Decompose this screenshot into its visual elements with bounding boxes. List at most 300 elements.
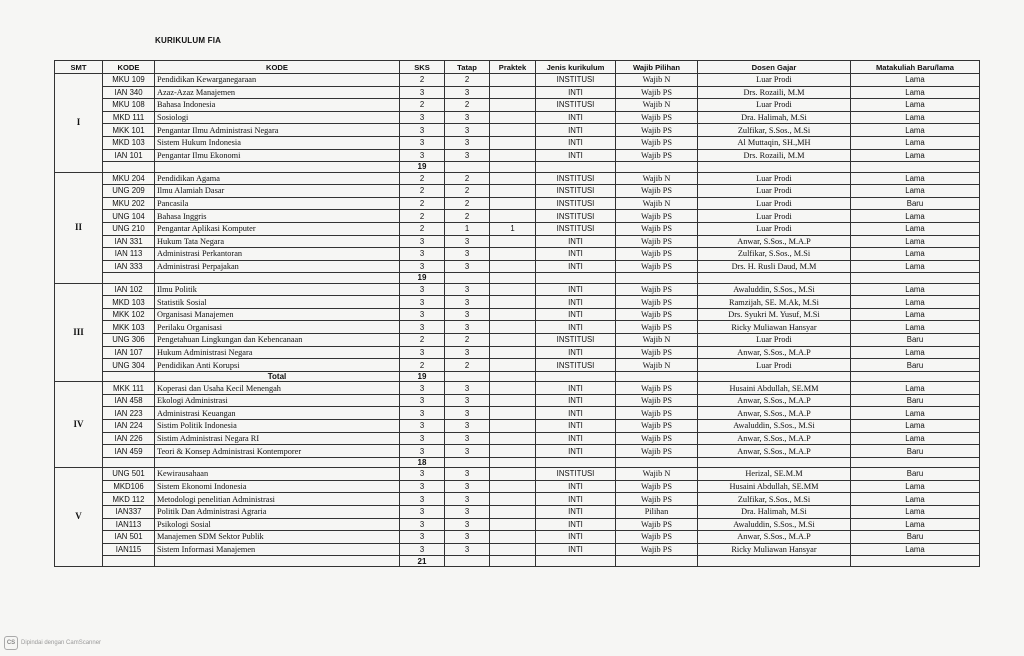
course-praktek	[490, 172, 536, 185]
course-name: Psikologi Sosial	[155, 518, 400, 531]
total-empty-cell	[445, 457, 490, 467]
course-status: Lama	[851, 86, 980, 99]
course-praktek	[490, 111, 536, 124]
course-wajib: Wajib PS	[616, 346, 698, 359]
table-row	[55, 74, 980, 87]
course-status: Lama	[851, 432, 980, 445]
semester-total-row	[55, 457, 980, 467]
course-status: Lama	[851, 210, 980, 223]
course-dosen: Dra. Halimah, M.Si	[698, 111, 851, 124]
semester-total-row	[55, 556, 980, 566]
course-sks: 3	[400, 86, 445, 99]
course-jenis: INSTITUSI	[536, 210, 616, 223]
course-status: Lama	[851, 111, 980, 124]
total-label	[155, 556, 400, 566]
header-dosen: Dosen Gajar	[698, 61, 851, 74]
course-tatap: 3	[445, 382, 490, 395]
course-sks: 3	[400, 468, 445, 481]
camscanner-logo-icon: CS	[4, 636, 18, 650]
course-jenis: INTI	[536, 531, 616, 544]
course-sks: 3	[400, 432, 445, 445]
table-row	[55, 382, 980, 395]
course-dosen: Anwar, S.Sos., M.A.P	[698, 394, 851, 407]
course-code: MKD 112	[103, 493, 155, 506]
course-name: Organisasi Manajemen	[155, 308, 400, 321]
course-jenis: INTI	[536, 260, 616, 273]
course-jenis: INSTITUSI	[536, 468, 616, 481]
course-tatap: 3	[445, 531, 490, 544]
total-empty-cell	[851, 457, 980, 467]
total-empty-cell	[698, 162, 851, 172]
course-sks: 3	[400, 124, 445, 137]
course-code: MKK 102	[103, 308, 155, 321]
course-jenis: INSTITUSI	[536, 172, 616, 185]
course-sks: 3	[400, 283, 445, 296]
total-empty-cell	[445, 371, 490, 381]
total-empty-cell	[536, 162, 616, 172]
semester-label: V	[55, 468, 103, 567]
course-sks: 3	[400, 136, 445, 149]
table-header-row	[55, 61, 980, 74]
course-jenis: INTI	[536, 296, 616, 309]
curriculum-table-container	[54, 60, 979, 567]
course-sks: 3	[400, 296, 445, 309]
course-tatap: 3	[445, 505, 490, 518]
total-label	[155, 162, 400, 172]
course-sks: 3	[400, 346, 445, 359]
course-name: Sistem Informasi Manajemen	[155, 543, 400, 556]
course-code: IAN 331	[103, 235, 155, 248]
course-wajib: Wajib PS	[616, 382, 698, 395]
course-status: Lama	[851, 149, 980, 162]
table-row	[55, 260, 980, 273]
total-empty-cell	[103, 162, 155, 172]
course-status: Baru	[851, 334, 980, 347]
course-jenis: INTI	[536, 394, 616, 407]
course-status: Lama	[851, 420, 980, 433]
course-wajib: Wajib PS	[616, 480, 698, 493]
course-dosen: Luar Prodi	[698, 359, 851, 372]
course-sks: 3	[400, 235, 445, 248]
course-status: Lama	[851, 407, 980, 420]
total-empty-cell	[616, 556, 698, 566]
course-jenis: INSTITUSI	[536, 334, 616, 347]
table-row	[55, 210, 980, 223]
course-praktek	[490, 308, 536, 321]
course-name: Sistem Ekonomi Indonesia	[155, 480, 400, 493]
course-wajib: Wajib PS	[616, 283, 698, 296]
semester-label: IV	[55, 382, 103, 468]
course-code: UNG 501	[103, 468, 155, 481]
course-name: Sosiologi	[155, 111, 400, 124]
course-sks: 3	[400, 445, 445, 458]
course-status: Lama	[851, 235, 980, 248]
course-tatap: 2	[445, 185, 490, 198]
course-name: Pendidikan Kewarganegaraan	[155, 74, 400, 87]
course-tatap: 3	[445, 260, 490, 273]
course-praktek	[490, 531, 536, 544]
table-row	[55, 359, 980, 372]
course-wajib: Pilihan	[616, 505, 698, 518]
course-status: Lama	[851, 124, 980, 137]
course-jenis: INTI	[536, 248, 616, 261]
course-praktek	[490, 359, 536, 372]
course-praktek	[490, 260, 536, 273]
course-wajib: Wajib PS	[616, 86, 698, 99]
course-wajib: Wajib PS	[616, 445, 698, 458]
course-code: UNG 306	[103, 334, 155, 347]
course-wajib: Wajib N	[616, 74, 698, 87]
course-jenis: INSTITUSI	[536, 222, 616, 235]
header-kode: KODE	[103, 61, 155, 74]
total-label: Total	[155, 371, 400, 381]
course-code: MKK 111	[103, 382, 155, 395]
header-baru-lama: Matakuliah Baru/lama	[851, 61, 980, 74]
course-praktek	[490, 235, 536, 248]
table-row	[55, 111, 980, 124]
course-dosen: Zulfikar, S.Sos., M.Si	[698, 124, 851, 137]
course-jenis: INSTITUSI	[536, 99, 616, 112]
course-tatap: 3	[445, 394, 490, 407]
course-name: Administrasi Keuangan	[155, 407, 400, 420]
course-status: Lama	[851, 74, 980, 87]
table-row	[55, 283, 980, 296]
course-praktek	[490, 518, 536, 531]
course-sks: 2	[400, 359, 445, 372]
table-row	[55, 136, 980, 149]
course-code: IAN337	[103, 505, 155, 518]
course-code: IAN 107	[103, 346, 155, 359]
course-sks: 3	[400, 149, 445, 162]
total-empty-cell	[698, 556, 851, 566]
course-name: Administrasi Perkantoran	[155, 248, 400, 261]
course-code: UNG 304	[103, 359, 155, 372]
course-status: Baru	[851, 394, 980, 407]
table-row	[55, 86, 980, 99]
course-name: Pancasila	[155, 197, 400, 210]
course-dosen: Zulfikar, S.Sos., M.Si	[698, 493, 851, 506]
course-status: Lama	[851, 518, 980, 531]
course-jenis: INTI	[536, 432, 616, 445]
course-name: Pengantar Ilmu Administrasi Negara	[155, 124, 400, 137]
course-sks: 2	[400, 334, 445, 347]
course-code: IAN 226	[103, 432, 155, 445]
course-name: Politik Dan Administrasi Agraria	[155, 505, 400, 518]
course-dosen: Luar Prodi	[698, 172, 851, 185]
course-sks: 3	[400, 505, 445, 518]
course-dosen: Anwar, S.Sos., M.A.P	[698, 531, 851, 544]
course-status: Lama	[851, 505, 980, 518]
course-status: Lama	[851, 382, 980, 395]
course-dosen: Anwar, S.Sos., M.A.P	[698, 407, 851, 420]
course-jenis: INTI	[536, 235, 616, 248]
course-tatap: 2	[445, 74, 490, 87]
course-sks: 2	[400, 210, 445, 223]
course-tatap: 3	[445, 432, 490, 445]
course-tatap: 3	[445, 124, 490, 137]
total-empty-cell	[490, 273, 536, 283]
course-tatap: 3	[445, 407, 490, 420]
total-empty-cell	[851, 273, 980, 283]
course-jenis: INTI	[536, 480, 616, 493]
curriculum-table	[54, 60, 980, 567]
course-wajib: Wajib PS	[616, 296, 698, 309]
course-dosen: Drs. Rozaili, M.M	[698, 149, 851, 162]
course-praktek	[490, 248, 536, 261]
total-empty-cell	[445, 273, 490, 283]
course-dosen: Luar Prodi	[698, 222, 851, 235]
course-sks: 2	[400, 197, 445, 210]
course-name: Pendidikan Anti Korupsi	[155, 359, 400, 372]
course-status: Baru	[851, 359, 980, 372]
course-praktek	[490, 493, 536, 506]
total-empty-cell	[851, 556, 980, 566]
course-code: MKU 204	[103, 172, 155, 185]
total-empty-cell	[490, 556, 536, 566]
course-wajib: Wajib PS	[616, 185, 698, 198]
course-dosen: Ricky Muliawan Hansyar	[698, 321, 851, 334]
table-row	[55, 518, 980, 531]
course-wajib: Wajib N	[616, 468, 698, 481]
course-praktek	[490, 296, 536, 309]
course-dosen: Ramzijah, SE. M.Ak, M.Si	[698, 296, 851, 309]
course-name: Hukum Administrasi Negara	[155, 346, 400, 359]
course-praktek	[490, 197, 536, 210]
course-tatap: 3	[445, 283, 490, 296]
table-row	[55, 334, 980, 347]
course-jenis: INTI	[536, 111, 616, 124]
course-name: Teori & Konsep Administrasi Kontemporer	[155, 445, 400, 458]
course-code: MKK 103	[103, 321, 155, 334]
table-row	[55, 445, 980, 458]
course-wajib: Wajib PS	[616, 420, 698, 433]
course-status: Lama	[851, 480, 980, 493]
course-code: IAN 340	[103, 86, 155, 99]
total-empty-cell	[103, 556, 155, 566]
course-name: Administrasi Perpajakan	[155, 260, 400, 273]
course-dosen: Anwar, S.Sos., M.A.P	[698, 235, 851, 248]
course-dosen: Luar Prodi	[698, 197, 851, 210]
course-status: Lama	[851, 172, 980, 185]
course-wajib: Wajib PS	[616, 531, 698, 544]
course-name: Sistem Hukum Indonesia	[155, 136, 400, 149]
course-jenis: INTI	[536, 518, 616, 531]
course-wajib: Wajib PS	[616, 222, 698, 235]
header-tatap: Tatap	[445, 61, 490, 74]
course-jenis: INTI	[536, 420, 616, 433]
table-row	[55, 394, 980, 407]
course-name: Pengantar Ilmu Ekonomi	[155, 149, 400, 162]
course-praktek	[490, 99, 536, 112]
course-wajib: Wajib PS	[616, 248, 698, 261]
table-row	[55, 468, 980, 481]
course-jenis: INTI	[536, 86, 616, 99]
course-jenis: INTI	[536, 445, 616, 458]
document-title: KURIKULUM FIA	[155, 36, 222, 45]
course-status: Baru	[851, 197, 980, 210]
course-sks: 2	[400, 185, 445, 198]
course-praktek	[490, 321, 536, 334]
table-row	[55, 531, 980, 544]
table-body	[55, 74, 980, 567]
course-wajib: Wajib PS	[616, 493, 698, 506]
course-status: Lama	[851, 185, 980, 198]
course-dosen: Zulfikar, S.Sos., M.Si	[698, 248, 851, 261]
course-wajib: Wajib PS	[616, 308, 698, 321]
course-code: IAN 224	[103, 420, 155, 433]
course-name: Bahasa Indonesia	[155, 99, 400, 112]
course-name: Ilmu Politik	[155, 283, 400, 296]
course-tatap: 3	[445, 321, 490, 334]
course-dosen: Luar Prodi	[698, 74, 851, 87]
course-tatap: 2	[445, 334, 490, 347]
course-praktek	[490, 543, 536, 556]
course-praktek	[490, 382, 536, 395]
course-code: MKD106	[103, 480, 155, 493]
header-smt: SMT	[55, 61, 103, 74]
course-dosen: Dra. Halimah, M.Si	[698, 505, 851, 518]
header-praktek: Praktek	[490, 61, 536, 74]
course-code: IAN 501	[103, 531, 155, 544]
table-row	[55, 99, 980, 112]
header-matakuliah: KODE	[155, 61, 400, 74]
table-row	[55, 124, 980, 137]
semester-label: III	[55, 283, 103, 382]
course-praktek	[490, 505, 536, 518]
course-jenis: INTI	[536, 321, 616, 334]
course-name: Sistim Administrasi Negara RI	[155, 432, 400, 445]
course-sks: 2	[400, 99, 445, 112]
course-wajib: Wajib N	[616, 99, 698, 112]
course-jenis: INSTITUSI	[536, 74, 616, 87]
course-dosen: Luar Prodi	[698, 210, 851, 223]
course-wajib: Wajib PS	[616, 394, 698, 407]
course-sks: 3	[400, 543, 445, 556]
course-jenis: INSTITUSI	[536, 359, 616, 372]
total-empty-cell	[616, 371, 698, 381]
semester-total-row	[55, 371, 980, 381]
course-dosen: Luar Prodi	[698, 334, 851, 347]
course-jenis: INTI	[536, 543, 616, 556]
total-empty-cell	[616, 273, 698, 283]
total-empty-cell	[851, 162, 980, 172]
course-dosen: Anwar, S.Sos., M.A.P	[698, 445, 851, 458]
course-praktek	[490, 283, 536, 296]
course-code: IAN 458	[103, 394, 155, 407]
course-tatap: 3	[445, 420, 490, 433]
total-empty-cell	[698, 371, 851, 381]
course-status: Lama	[851, 99, 980, 112]
course-status: Lama	[851, 308, 980, 321]
scanner-watermark	[4, 636, 101, 650]
total-sks: 21	[400, 556, 445, 566]
total-sks: 19	[400, 162, 445, 172]
course-wajib: Wajib N	[616, 334, 698, 347]
table-row	[55, 248, 980, 261]
semester-label: I	[55, 74, 103, 173]
course-wajib: Wajib PS	[616, 432, 698, 445]
semester-label: II	[55, 172, 103, 283]
header-sks: SKS	[400, 61, 445, 74]
course-tatap: 3	[445, 235, 490, 248]
course-sks: 3	[400, 531, 445, 544]
course-praktek	[490, 334, 536, 347]
course-dosen: Luar Prodi	[698, 99, 851, 112]
course-tatap: 3	[445, 346, 490, 359]
course-status: Lama	[851, 248, 980, 261]
table-row	[55, 222, 980, 235]
course-name: Manajemen SDM Sektor Publik	[155, 531, 400, 544]
course-tatap: 3	[445, 543, 490, 556]
table-row	[55, 346, 980, 359]
course-dosen: Awaluddin, S.Sos., M.Si	[698, 420, 851, 433]
total-empty-cell	[445, 556, 490, 566]
course-status: Lama	[851, 493, 980, 506]
course-wajib: Wajib PS	[616, 518, 698, 531]
course-code: MKU 202	[103, 197, 155, 210]
course-jenis: INTI	[536, 283, 616, 296]
total-sks: 19	[400, 273, 445, 283]
course-code: IAN 102	[103, 283, 155, 296]
course-sks: 3	[400, 420, 445, 433]
course-code: IAN 459	[103, 445, 155, 458]
course-praktek	[490, 346, 536, 359]
table-row	[55, 407, 980, 420]
table-row	[55, 432, 980, 445]
course-jenis: INTI	[536, 346, 616, 359]
course-dosen: Anwar, S.Sos., M.A.P	[698, 346, 851, 359]
course-wajib: Wajib PS	[616, 235, 698, 248]
course-dosen: Awaluddin, S.Sos., M.Si	[698, 283, 851, 296]
course-praktek	[490, 407, 536, 420]
course-jenis: INSTITUSI	[536, 185, 616, 198]
course-sks: 3	[400, 260, 445, 273]
table-row	[55, 172, 980, 185]
total-label	[155, 273, 400, 283]
table-row	[55, 505, 980, 518]
course-tatap: 2	[445, 172, 490, 185]
total-empty-cell	[490, 371, 536, 381]
course-name: Hukum Tata Negara	[155, 235, 400, 248]
course-code: IAN113	[103, 518, 155, 531]
course-tatap: 3	[445, 518, 490, 531]
course-praktek	[490, 468, 536, 481]
course-praktek	[490, 480, 536, 493]
course-status: Lama	[851, 346, 980, 359]
course-name: Metodologi penelitian Administrasi	[155, 493, 400, 506]
course-wajib: Wajib PS	[616, 111, 698, 124]
course-dosen: Husaini Abdullah, SE.MM	[698, 480, 851, 493]
table-row	[55, 149, 980, 162]
course-tatap: 3	[445, 493, 490, 506]
course-praktek	[490, 394, 536, 407]
course-dosen: Anwar, S.Sos., M.A.P	[698, 432, 851, 445]
course-status: Lama	[851, 283, 980, 296]
course-tatap: 3	[445, 149, 490, 162]
course-dosen: Herizal, SE.M.M	[698, 468, 851, 481]
course-name: Bahasa Inggris	[155, 210, 400, 223]
total-empty-cell	[616, 457, 698, 467]
course-praktek	[490, 185, 536, 198]
course-name: Ekologi Administrasi	[155, 394, 400, 407]
table-row	[55, 185, 980, 198]
course-tatap: 1	[445, 222, 490, 235]
course-code: MKU 109	[103, 74, 155, 87]
course-praktek: 1	[490, 222, 536, 235]
course-sks: 3	[400, 480, 445, 493]
course-tatap: 2	[445, 359, 490, 372]
course-praktek	[490, 210, 536, 223]
